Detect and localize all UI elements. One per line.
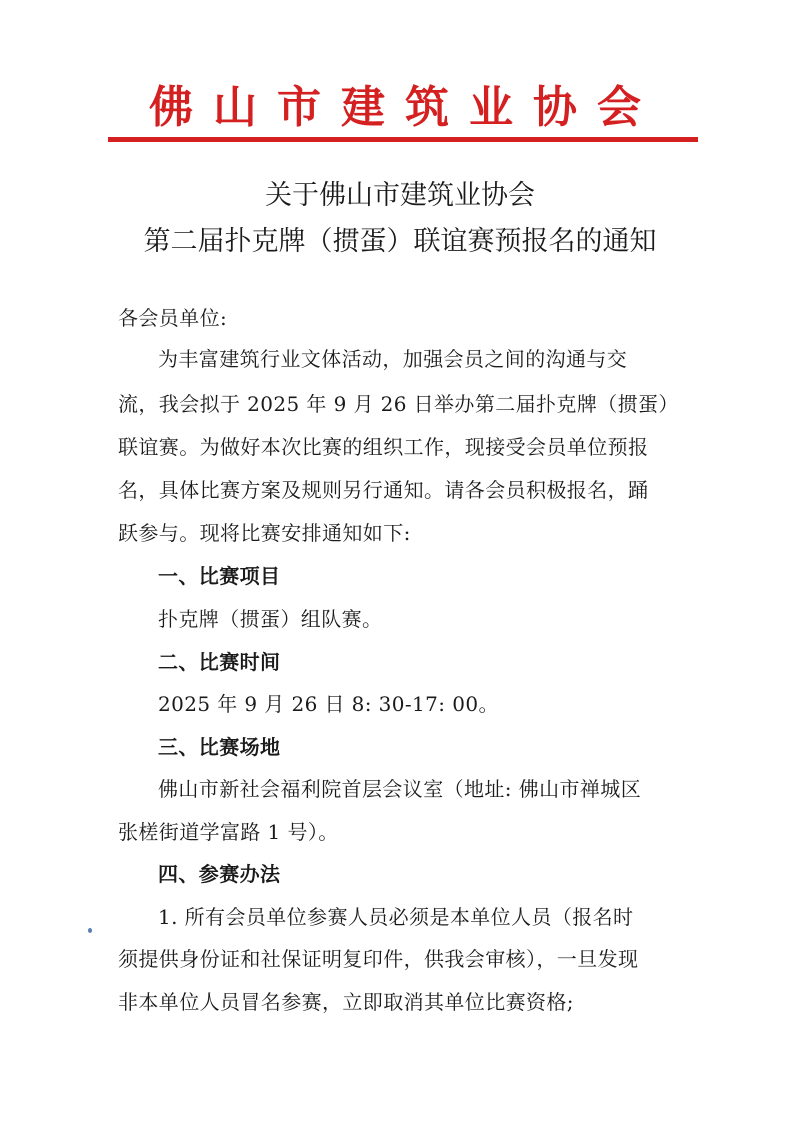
intro-line-1: 为丰富建筑行业文体活动，加强会员之间的沟通与交 <box>158 347 628 371</box>
letterhead-org-name: 佛山市建筑业协会 <box>149 82 661 133</box>
title-line-1: 关于佛山市建筑业协会 <box>265 180 535 211</box>
intro-line-3: 联谊赛。为做好本次比赛的组织工作，现接受会员单位预报 <box>118 435 649 459</box>
letterhead-red-rule <box>108 137 698 142</box>
section-1-line-1: 扑克牌（掼蛋）组队赛。 <box>158 607 383 631</box>
intro-line-4: 名，具体比赛方案及规则另行通知。请各会员积极报名，踊 <box>118 478 649 502</box>
section-2-line-1: 2025 年 9 月 26 日 8: 30-17: 00。 <box>158 692 499 716</box>
section-3-line-1: 佛山市新社会福利院首层会议室（地址: 佛山市禅城区 <box>158 777 642 801</box>
section-heading-3: 三、比赛场地 <box>158 735 281 759</box>
section-3-line-2: 张槎街道学富路 1 号）。 <box>118 820 339 844</box>
section-4-line-1: 1. 所有会员单位参赛人员必须是本单位人员（报名时 <box>158 905 634 929</box>
section-heading-1: 一、比赛项目 <box>158 564 281 588</box>
title-line-2: 第二届扑克牌（掼蛋）联谊赛预报名的通知 <box>143 226 657 257</box>
document-title <box>90 173 710 265</box>
section-heading-4: 四、参赛办法 <box>158 862 281 886</box>
section-4-line-2: 须提供身份证和社保证明复印件，供我会审核），一旦发现 <box>118 947 639 971</box>
intro-line-2: 流，我会拟于 2025 年 9 月 26 日举办第二届扑克牌（掼蛋） <box>118 392 679 416</box>
intro-line-5: 跃参与。现将比赛安排通知如下: <box>118 521 411 545</box>
salutation: 各会员单位: <box>118 306 228 330</box>
section-4-line-3: 非本单位人员冒名参赛，立即取消其单位比赛资格; <box>118 990 574 1014</box>
section-heading-2: 二、比赛时间 <box>158 650 281 674</box>
scan-speck <box>88 928 92 933</box>
